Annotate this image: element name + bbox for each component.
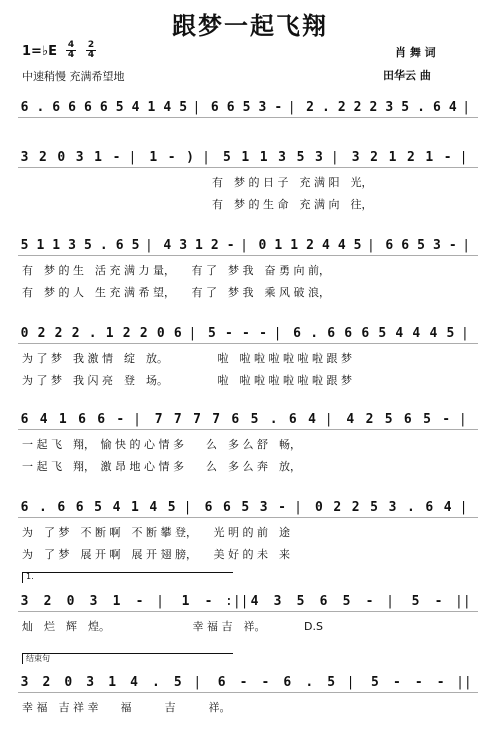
note: 3: [179, 238, 188, 253]
time-signature-4-4: 4 4: [67, 40, 75, 60]
note: -: [448, 238, 457, 253]
note: 6: [84, 100, 92, 115]
note: 2: [351, 500, 360, 515]
note: 5: [20, 238, 29, 253]
lyricist-credit: 肖 舞 词: [395, 46, 436, 59]
note: 5: [207, 326, 216, 341]
key-signature: 1=♭E: [22, 44, 57, 59]
note: 5: [417, 238, 425, 253]
note: 5: [296, 594, 305, 609]
note: -: [112, 150, 121, 165]
note: 4: [346, 412, 355, 427]
note: .: [99, 238, 108, 253]
note: 7: [212, 412, 221, 427]
note: 4: [429, 326, 438, 341]
note: 5: [115, 100, 124, 115]
note: 6: [52, 100, 61, 115]
note: 4: [412, 326, 421, 341]
beam-line: [18, 692, 478, 693]
note: 6: [327, 326, 336, 341]
note: 4: [112, 500, 121, 515]
beam-line: [18, 429, 478, 430]
note: 3: [385, 100, 394, 115]
note: 1: [36, 238, 45, 253]
note: 5: [173, 675, 182, 690]
lyric-text: 为 了 梦 我 激 情 绽 放。 啦 啦 啦 啦 啦 啦 啦 跟 梦: [22, 352, 352, 365]
note: 4: [163, 238, 172, 253]
lyric-text: 为 了 梦 展 开 啊 展 开 翅 膀， 美 好 的 未 来: [22, 548, 290, 561]
notation-row: [0, 500, 500, 516]
lyric-line: [0, 618, 500, 632]
note: 6: [20, 500, 29, 515]
barline: |: [294, 500, 302, 515]
note: 4: [395, 326, 404, 341]
note: -: [274, 100, 283, 115]
note: 5: [423, 412, 431, 427]
lyric-line: [0, 436, 500, 450]
note: 6: [425, 500, 434, 515]
note: -: [442, 412, 451, 427]
note: 2: [369, 100, 378, 115]
beam-line: [18, 343, 478, 344]
note: -: [226, 238, 235, 253]
note: 6: [20, 412, 29, 427]
note: 1: [290, 238, 299, 253]
note: 1: [259, 150, 268, 165]
barline: |: [188, 326, 197, 341]
note: 1: [112, 594, 121, 609]
note: 6: [401, 238, 410, 253]
lyric-text: 幸 福 吉 祥 幸 福 吉 祥。: [22, 701, 231, 714]
note: 2: [306, 238, 314, 253]
note: 6: [226, 100, 235, 115]
note: 6: [217, 675, 226, 690]
note: 7: [154, 412, 163, 427]
note: 5: [384, 412, 393, 427]
barline: |: [183, 500, 192, 515]
lyric-text: 一 起 飞 翔， 激 昂 地 心 情 多 么 多 么 奔 放，: [22, 460, 301, 473]
note: 3: [388, 500, 397, 515]
barline: |: [459, 150, 468, 165]
note: .: [152, 675, 160, 690]
lyric-text: 有 梦 的 生 命 充 满 向 往，: [212, 198, 373, 211]
barline: |: [367, 238, 375, 253]
note: 2: [43, 594, 52, 609]
lyric-text: 一 起 飞 翔， 愉 快 的 心 情 多 么 多 么 舒 畅，: [22, 438, 301, 451]
barline: |: [202, 150, 210, 165]
note: 3: [273, 594, 282, 609]
note: 5: [342, 594, 351, 609]
barline: |: [458, 412, 467, 427]
barline: |: [459, 500, 468, 515]
note: 6: [20, 100, 29, 115]
note: -: [135, 594, 144, 609]
note: 5: [370, 500, 378, 515]
note: 1: [388, 150, 397, 165]
note: 0: [314, 500, 323, 515]
note: .: [321, 100, 330, 115]
note: 4: [443, 500, 452, 515]
note: -: [259, 326, 267, 341]
note: -: [436, 675, 445, 690]
note: 6: [385, 238, 394, 253]
lyric-line: [0, 458, 500, 472]
note: 0: [64, 675, 73, 690]
note: 6: [57, 500, 66, 515]
note: 1: [241, 150, 250, 165]
note: 4: [337, 238, 346, 253]
lyric-line: [0, 174, 500, 188]
note: 1: [425, 150, 434, 165]
note: 5: [446, 326, 455, 341]
note: 3: [68, 238, 76, 253]
note: 4: [321, 238, 330, 253]
lyric-text: 有 梦 的 人 生 充 满 希 望， 有 了 梦 我 乘 风 破 浪，: [22, 286, 330, 299]
note: 6: [432, 100, 441, 115]
lyric-text: 有 梦 的 日 子 充 满 阳 光，: [212, 176, 373, 189]
note: 6: [222, 500, 231, 515]
note: 3: [20, 150, 29, 165]
note: -: [225, 326, 233, 341]
note: 4: [308, 412, 316, 427]
note: 5: [179, 100, 188, 115]
lyric-line: [0, 546, 500, 560]
notation-row: [0, 238, 500, 254]
barline: |: [156, 594, 164, 609]
note: 2: [333, 500, 342, 515]
note: ): [186, 150, 194, 165]
note: .: [38, 500, 47, 515]
note: 2: [365, 412, 374, 427]
note: 2: [38, 150, 47, 165]
note: 5: [378, 326, 387, 341]
note: 3: [432, 238, 441, 253]
lyric-text: 有 梦 的 生 活 充 满 力 量， 有 了 梦 我 奋 勇 向 前，: [22, 264, 330, 277]
note: .: [305, 675, 314, 690]
note: -: [204, 594, 213, 609]
note: 4: [130, 675, 138, 690]
note: 5: [353, 238, 362, 253]
time-signature-2-4: 2 4: [87, 40, 95, 60]
note: 6: [403, 412, 412, 427]
note: 5: [84, 238, 92, 253]
note: 7: [193, 412, 201, 427]
note: 6: [75, 500, 84, 515]
note: 6: [78, 412, 86, 427]
volta-label: 1.: [26, 572, 34, 581]
note: -: [392, 675, 401, 690]
barline: :||: [225, 594, 249, 609]
note: 5: [94, 500, 102, 515]
note: 3: [259, 500, 268, 515]
note: 5: [401, 100, 410, 115]
barline: |: [346, 675, 355, 690]
note: 5: [296, 150, 305, 165]
note: 2: [122, 326, 131, 341]
note: 1: [108, 675, 117, 690]
beam-line: [18, 611, 478, 612]
note: 6: [293, 326, 301, 341]
note: 1: [181, 594, 190, 609]
barline: |: [240, 238, 248, 253]
barline: |: [192, 100, 201, 115]
note: 6: [115, 238, 124, 253]
note: 2: [139, 326, 148, 341]
note: 0: [57, 150, 66, 165]
note: 1: [274, 238, 283, 253]
barline: |: [273, 326, 282, 341]
lyric-line: [0, 350, 500, 364]
barline: |: [386, 594, 394, 609]
note: 5: [131, 238, 140, 253]
note: 1: [147, 100, 156, 115]
note: -: [365, 594, 374, 609]
barline: ||: [455, 594, 471, 609]
note: .: [310, 326, 319, 341]
lyric-line: [0, 372, 500, 386]
note: 6: [97, 412, 106, 427]
song-title: 跟梦一起飞翔: [172, 12, 328, 40]
note: 1: [130, 500, 139, 515]
volta-bracket: [22, 572, 233, 583]
note: 2: [353, 100, 362, 115]
lyric-line: [0, 699, 500, 713]
note: 2: [210, 238, 219, 253]
note: .: [406, 500, 415, 515]
note: 3: [278, 150, 286, 165]
note: 4: [163, 100, 172, 115]
note: .: [269, 412, 278, 427]
note: 3: [351, 150, 360, 165]
barline: |: [144, 238, 153, 253]
barline: |: [324, 412, 333, 427]
notation-row: [0, 412, 500, 428]
lyric-text: 为 了 梦 我 闪 亮 登 场。 啦 啦 啦 啦 啦 啦 啦 跟 梦: [22, 374, 352, 387]
note: 1: [105, 326, 114, 341]
barline: |: [128, 150, 137, 165]
note: 2: [42, 675, 51, 690]
note: .: [88, 326, 97, 341]
note: 1: [149, 150, 158, 165]
note: 3: [20, 675, 29, 690]
barline: |: [461, 326, 469, 341]
note: 3: [258, 100, 267, 115]
note: -: [434, 594, 443, 609]
note: 6: [173, 326, 182, 341]
note: 0: [258, 238, 267, 253]
note: 1: [58, 412, 67, 427]
note: 4: [250, 594, 259, 609]
note: 6: [288, 412, 297, 427]
note: -: [414, 675, 423, 690]
notation-row: [0, 326, 500, 342]
beam-line: [18, 517, 478, 518]
note: 0: [66, 594, 75, 609]
barline: |: [462, 100, 471, 115]
note: 4: [448, 100, 457, 115]
note: 3: [86, 675, 95, 690]
barline: |: [287, 100, 296, 115]
note: 6: [319, 594, 328, 609]
note: 3: [314, 150, 323, 165]
note: 2: [406, 150, 415, 165]
note: .: [36, 100, 45, 115]
notation-row: [0, 594, 500, 610]
note: .: [417, 100, 425, 115]
note: 1: [195, 238, 203, 253]
note: 5: [241, 500, 250, 515]
beam-line: [18, 167, 478, 168]
note: 5: [371, 675, 379, 690]
note: -: [443, 150, 452, 165]
note: 0: [156, 326, 165, 341]
notation-row: [0, 150, 500, 166]
note: 6: [210, 100, 219, 115]
lyric-text: 为 了 梦 不 断 啊 不 断 攀 登， 光 明 的 前 途: [22, 526, 290, 539]
beam-line: [18, 255, 478, 256]
note: 2: [71, 326, 80, 341]
barline: |: [133, 412, 141, 427]
note: 0: [20, 326, 29, 341]
note: 6: [99, 100, 108, 115]
note: 6: [231, 412, 240, 427]
note: 2: [37, 326, 46, 341]
notation-row: [0, 100, 500, 116]
barline: ||: [456, 675, 472, 690]
note: 2: [54, 326, 63, 341]
lyric-line: [0, 524, 500, 538]
beam-line: [18, 117, 478, 118]
lyric-line: [0, 196, 500, 210]
lyric-text: 灿 烂 辉 煌。 幸 福 吉 祥。 D.S: [22, 620, 323, 633]
note: 5: [242, 100, 251, 115]
volta-bracket: [22, 653, 233, 664]
note: 2: [337, 100, 346, 115]
note: -: [261, 675, 270, 690]
note: 2: [306, 100, 314, 115]
note: 6: [204, 500, 213, 515]
note: -: [278, 500, 286, 515]
note: 7: [173, 412, 182, 427]
note: 1: [94, 150, 102, 165]
note: -: [239, 675, 248, 690]
volta-label: 结束句: [26, 654, 50, 663]
note: 6: [361, 326, 370, 341]
note: 4: [131, 100, 140, 115]
barline: |: [330, 150, 339, 165]
lyric-line: [0, 262, 500, 276]
note: 6: [283, 675, 292, 690]
note: 2: [370, 150, 378, 165]
note: 5: [250, 412, 259, 427]
notation-row: [0, 675, 500, 691]
note: -: [116, 412, 125, 427]
note: 4: [39, 412, 48, 427]
note: 6: [68, 100, 76, 115]
note: 6: [344, 326, 353, 341]
note: 1: [52, 238, 61, 253]
note: 5: [222, 150, 231, 165]
note: 3: [20, 594, 29, 609]
note: 5: [411, 594, 420, 609]
barline: |: [193, 675, 202, 690]
note: 5: [327, 675, 336, 690]
lyric-line: [0, 284, 500, 298]
note: 5: [167, 500, 176, 515]
barline: |: [462, 238, 471, 253]
note: -: [167, 150, 176, 165]
note: 3: [75, 150, 84, 165]
tempo-marking: 中速稍慢 充满希望地: [22, 70, 125, 83]
note: -: [242, 326, 250, 341]
composer-credit: 田华云 曲: [383, 69, 431, 82]
note: 4: [149, 500, 158, 515]
note: 3: [89, 594, 98, 609]
